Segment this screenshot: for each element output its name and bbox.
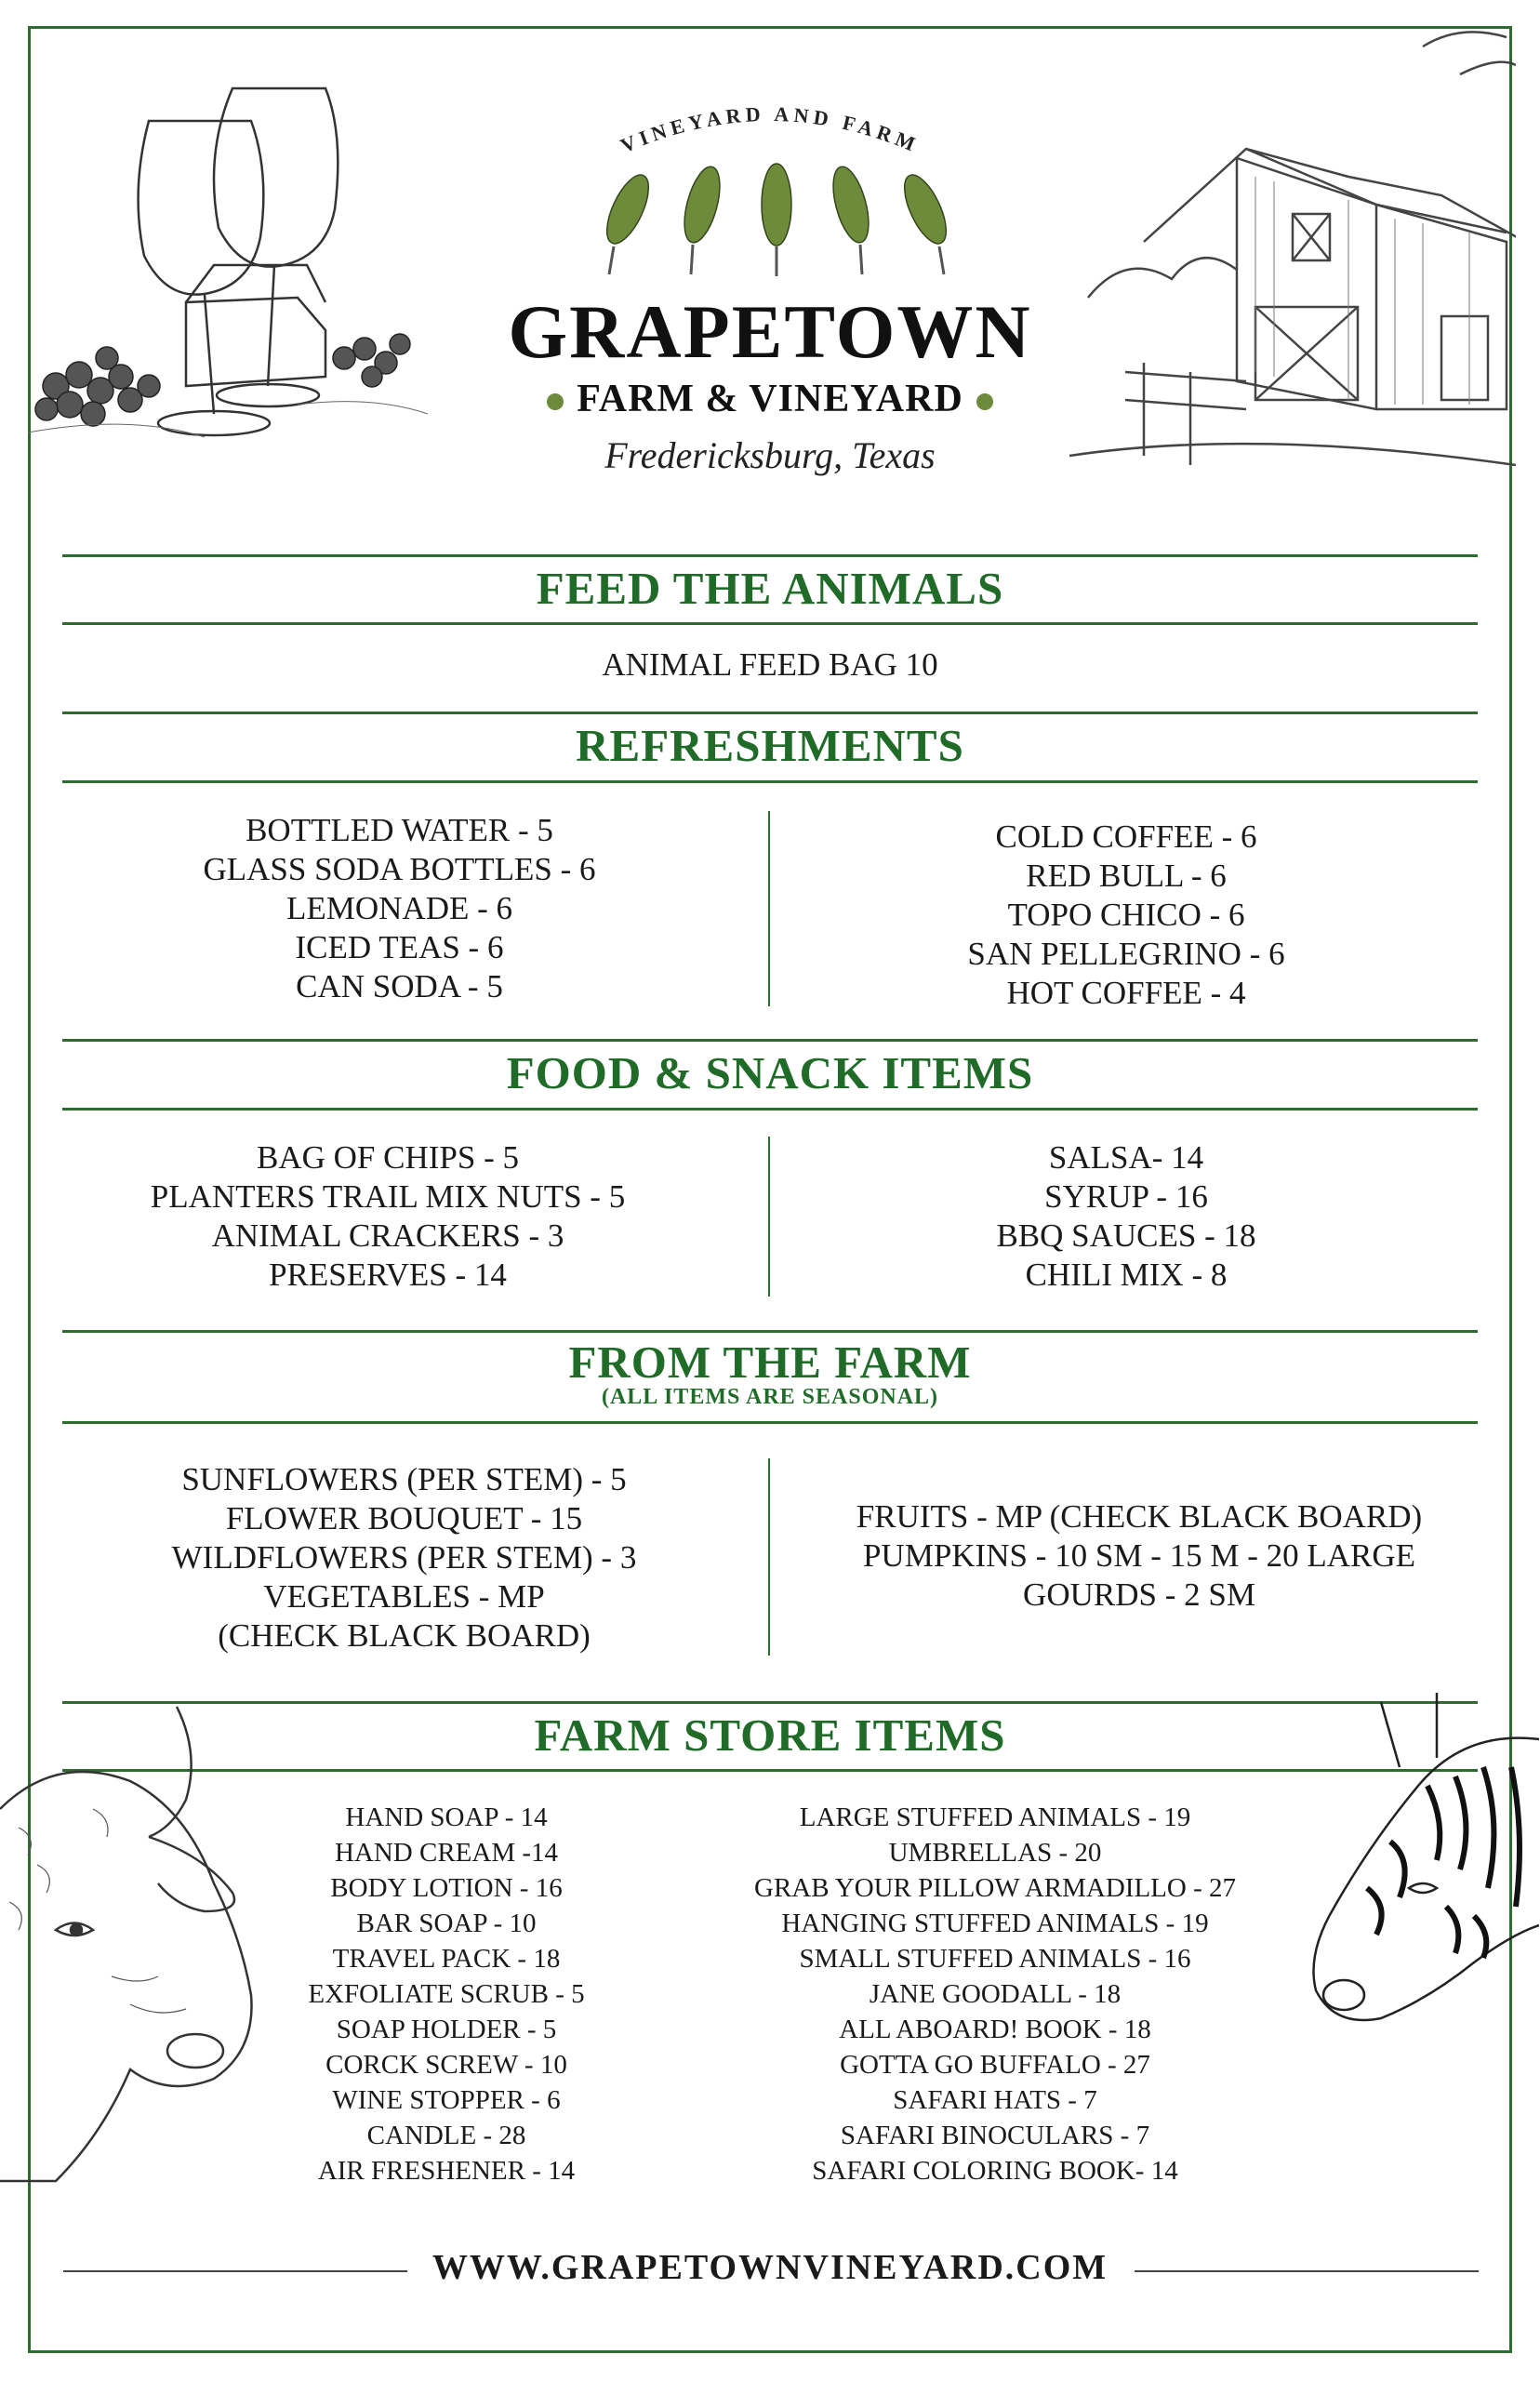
list-item: COLD COFFEE - 6 bbox=[995, 818, 1257, 855]
feed-title: FEED THE ANIMALS bbox=[536, 563, 1004, 614]
list-item: WILDFLOWERS (PER STEM) - 3 bbox=[171, 1539, 637, 1576]
list-item: SAFARI COLORING BOOK- 14 bbox=[812, 2156, 1178, 2186]
list-item: TOPO CHICO - 6 bbox=[1007, 897, 1245, 933]
list-item: SOAP HOLDER - 5 bbox=[336, 2015, 557, 2044]
list-item: GOURDS - 2 SM bbox=[1023, 1576, 1255, 1613]
list-item: SMALL STUFFED ANIMALS - 16 bbox=[799, 1944, 1191, 1974]
food-right bbox=[772, 1138, 1480, 1295]
list-item: CHILI MIX - 8 bbox=[1025, 1257, 1228, 1293]
list-item: HAND CREAM -14 bbox=[334, 1838, 559, 1868]
food-left bbox=[62, 1138, 713, 1295]
brand-location: Fredericksburg, Texas bbox=[604, 434, 936, 476]
farm-subtitle: (ALL ITEMS ARE SEASONAL) bbox=[601, 1385, 939, 1409]
list-item: HANGING STUFFED ANIMALS - 19 bbox=[781, 1909, 1209, 1938]
farm-right bbox=[772, 1497, 1507, 1615]
section-rule bbox=[62, 1421, 1478, 1424]
section-rule bbox=[62, 554, 1478, 557]
list-item: FRUITS - MP (CHECK BLACK BOARD) bbox=[856, 1498, 1423, 1535]
store-right bbox=[679, 1800, 1311, 2188]
barn-illustration bbox=[1069, 19, 1516, 502]
footer-rule bbox=[1135, 2270, 1479, 2272]
list-item: LEMONADE - 6 bbox=[285, 890, 513, 926]
section-rule bbox=[62, 1330, 1478, 1333]
logo-arc-label: VINEYARD AND FARM bbox=[617, 101, 923, 158]
list-item: BBQ SAUCES - 18 bbox=[996, 1217, 1256, 1254]
list-item: BODY LOTION - 16 bbox=[330, 1873, 563, 1903]
list-item: VEGETABLES - MP bbox=[263, 1578, 545, 1615]
list-item: ANIMAL CRACKERS - 3 bbox=[211, 1217, 564, 1254]
column-divider bbox=[768, 1137, 770, 1297]
list-item: AIR FRESHENER - 14 bbox=[317, 2156, 576, 2186]
bullet-dot-icon bbox=[547, 393, 564, 410]
cow-illustration bbox=[0, 1697, 279, 2190]
svg-text:VINEYARD AND FARM bbox=[617, 102, 923, 157]
list-item: PLANTERS TRAIL MIX NUTS - 5 bbox=[150, 1178, 626, 1215]
refreshments-title: REFRESHMENTS bbox=[576, 720, 964, 771]
wine-glasses-illustration bbox=[19, 79, 437, 451]
list-item: SAFARI HATS - 7 bbox=[893, 2085, 1097, 2115]
bullet-dot-icon bbox=[976, 393, 993, 410]
list-item: BAR SOAP - 10 bbox=[356, 1909, 537, 1938]
brand-subtitle bbox=[391, 377, 1149, 421]
brand-subtitle-label: FARM & VINEYARD bbox=[577, 378, 963, 420]
list-item: LARGE STUFFED ANIMALS - 19 bbox=[799, 1802, 1191, 1832]
list-item: GOTTA GO BUFFALO - 27 bbox=[840, 2050, 1150, 2080]
list-item: CANDLE - 28 bbox=[366, 2121, 526, 2150]
list-item: HOT COFFEE - 4 bbox=[1006, 975, 1246, 1011]
section-rule bbox=[62, 1039, 1478, 1042]
list-item: SYRUP - 16 bbox=[1044, 1178, 1208, 1215]
store-left bbox=[242, 1800, 651, 2188]
footer-url[interactable]: WWW.GRAPETOWNVINEYARD.COM bbox=[431, 2248, 1109, 2287]
list-item: ICED TEAS - 6 bbox=[295, 929, 504, 965]
list-item: RED BULL - 6 bbox=[1026, 858, 1227, 894]
refreshments-right bbox=[772, 818, 1480, 1013]
list-item: (CHECK BLACK BOARD) bbox=[218, 1617, 591, 1654]
section-rule bbox=[62, 712, 1478, 714]
list-item: SAFARI BINOCULARS - 7 bbox=[840, 2121, 1150, 2150]
brand-name: GRAPETOWN bbox=[508, 289, 1032, 374]
list-item: UMBRELLAS - 20 bbox=[888, 1838, 1102, 1868]
list-item: HAND SOAP - 14 bbox=[345, 1802, 548, 1832]
refreshments-left bbox=[62, 811, 737, 1006]
list-item: CAN SODA - 5 bbox=[296, 968, 503, 1004]
list-item: EXFOLIATE SCRUB - 5 bbox=[308, 1979, 585, 2009]
feed-items bbox=[62, 645, 1478, 685]
section-rule bbox=[62, 1108, 1478, 1111]
list-item: GLASS SODA BOTTLES - 6 bbox=[203, 851, 596, 887]
list-item: JANE GOODALL - 18 bbox=[869, 1979, 1122, 2009]
section-rule bbox=[62, 622, 1478, 625]
farm-left bbox=[62, 1460, 746, 1656]
list-item: PUMPKINS - 10 SM - 15 M - 20 LARGE bbox=[862, 1537, 1416, 1574]
farm-title: FROM THE FARM bbox=[568, 1337, 972, 1388]
list-item: BAG OF CHIPS - 5 bbox=[257, 1139, 519, 1176]
store-title: FARM STORE ITEMS bbox=[534, 1709, 1006, 1761]
list-item: GRAB YOUR PILLOW ARMADILLO - 27 bbox=[754, 1873, 1236, 1903]
vineyard-logo-icon bbox=[581, 153, 972, 293]
list-item: BOTTLED WATER - 5 bbox=[246, 812, 553, 848]
column-divider bbox=[768, 1458, 770, 1656]
list-item: FLOWER BOUQUET - 15 bbox=[225, 1500, 583, 1536]
column-divider bbox=[768, 811, 770, 1006]
list-item: ANIMAL FEED BAG 10 bbox=[602, 646, 938, 683]
list-item: CORCK SCREW - 10 bbox=[325, 2050, 567, 2080]
section-rule bbox=[62, 780, 1478, 783]
list-item: ALL ABOARD! BOOK - 18 bbox=[839, 2015, 1151, 2044]
list-item: SUNFLOWERS (PER STEM) - 5 bbox=[181, 1461, 627, 1497]
list-item: PRESERVES - 14 bbox=[269, 1257, 507, 1293]
list-item: WINE STOPPER - 6 bbox=[332, 2085, 561, 2115]
list-item: TRAVEL PACK - 18 bbox=[332, 1944, 561, 1974]
list-item: SAN PELLEGRINO - 6 bbox=[967, 936, 1285, 972]
food-title: FOOD & SNACK ITEMS bbox=[506, 1047, 1034, 1098]
list-item: SALSA- 14 bbox=[1048, 1139, 1204, 1176]
